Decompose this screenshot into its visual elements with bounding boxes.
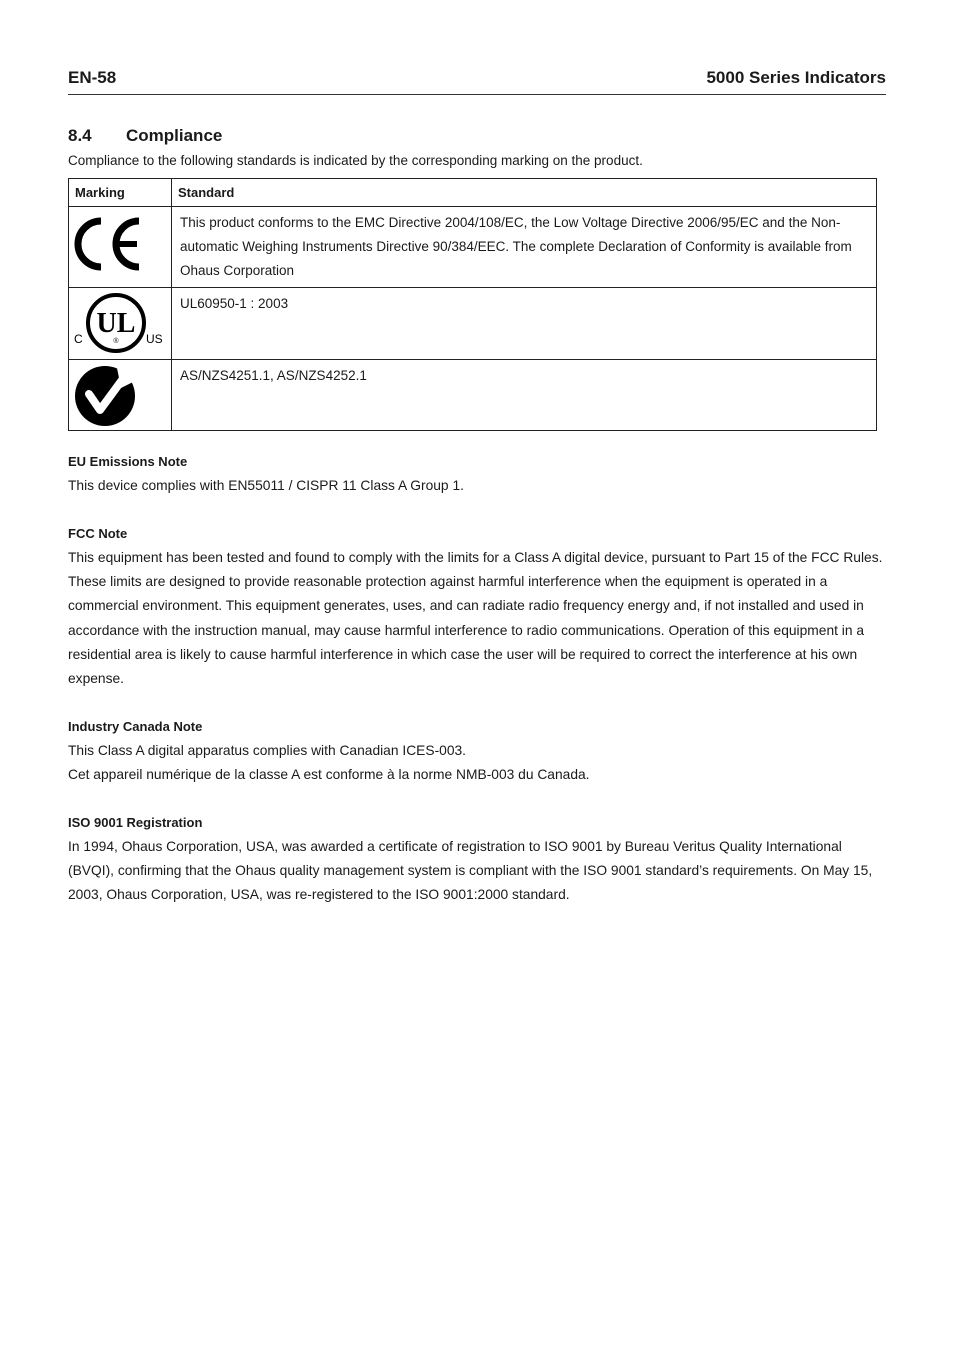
ul-us-label: US — [146, 332, 163, 346]
document-title: 5000 Series Indicators — [706, 68, 886, 87]
c-tick-mark-icon — [69, 360, 159, 430]
note-body: In 1994, Ohaus Corporation, USA, was awarded a certificate of registration to ISO 9001 by Bureau Veritus Quality International (BVQI), confirming that the Ohaus quality management system is compliant with the ISO 9001 standard’s requirements. On May 15, 2003, Ohaus Corporation, USA, was re-registered to the ISO 9001:2000 standard. — [68, 839, 873, 903]
fcc-note — [68, 524, 888, 691]
table-row — [69, 360, 877, 431]
table-row — [69, 207, 877, 288]
marking-cell — [69, 288, 172, 360]
note-title: FCC Note — [68, 526, 128, 541]
page-header — [68, 66, 886, 95]
ce-mark-icon — [69, 207, 159, 279]
note-title: Industry Canada Note — [68, 719, 203, 734]
note-body: Cet appareil numérique de la classe A est conforme à la norme NMB-003 du Canada. — [68, 767, 590, 783]
industry-canada-note — [68, 717, 888, 787]
note-title: ISO 9001 Registration — [68, 815, 203, 830]
standard-cell: AS/NZS4251.1, AS/NZS4252.1 — [172, 360, 877, 431]
ul-letters: UL — [96, 308, 136, 339]
column-header-marking: Marking — [69, 179, 172, 207]
standard-cell: This product conforms to the EMC Directive 2004/108/EC, the Low Voltage Directive 2006/95/EC and the Non-automatic Weighing Instruments Directive 90/384/EEC. The complete Declaration of Conformity is available from Ohaus Corporation — [172, 207, 877, 288]
section-heading — [68, 126, 222, 146]
table-header-row — [69, 179, 877, 207]
section-title: Compliance — [126, 126, 223, 145]
note-body: This equipment has been tested and found to comply with the limits for a Class A digital device, pursuant to Part 15 of the FCC Rules. These limits are designed to provide reasonable protection against harmful interference when the equipment is operated in a commercial environment. This equipment generates, uses, and can radiate radio frequency energy and, if not installed and used in accordance with the instruction manual, may cause harmful interference to radio communications. Operation of this equipment in a residential area is likely to cause harmful interference in which case the user will be required to correct the interference at his own expense. — [68, 550, 883, 687]
table-row — [69, 288, 877, 360]
note-body: This Class A digital apparatus complies with Canadian ICES-003. — [68, 743, 467, 758]
registered-symbol: ® — [113, 338, 119, 345]
standard-cell: UL60950-1 : 2003 — [172, 288, 877, 360]
marking-cell — [69, 360, 172, 431]
note-title: EU Emissions Note — [68, 454, 188, 469]
iso-9001-note — [68, 813, 888, 908]
column-header-standard: Standard — [172, 179, 877, 207]
page-number: EN-58 — [68, 68, 117, 87]
eu-emissions-note — [68, 452, 888, 498]
cul-us-mark-icon — [69, 288, 165, 358]
compliance-table — [68, 178, 877, 431]
ul-c-label: C — [74, 332, 83, 346]
note-body: This device complies with EN55011 / CISPR 11 Class A Group 1. — [68, 478, 464, 493]
marking-cell — [69, 207, 172, 288]
section-intro: Compliance to the following standards is indicated by the corresponding marking on the product. — [68, 153, 643, 168]
section-number: 8.4 — [68, 126, 92, 145]
